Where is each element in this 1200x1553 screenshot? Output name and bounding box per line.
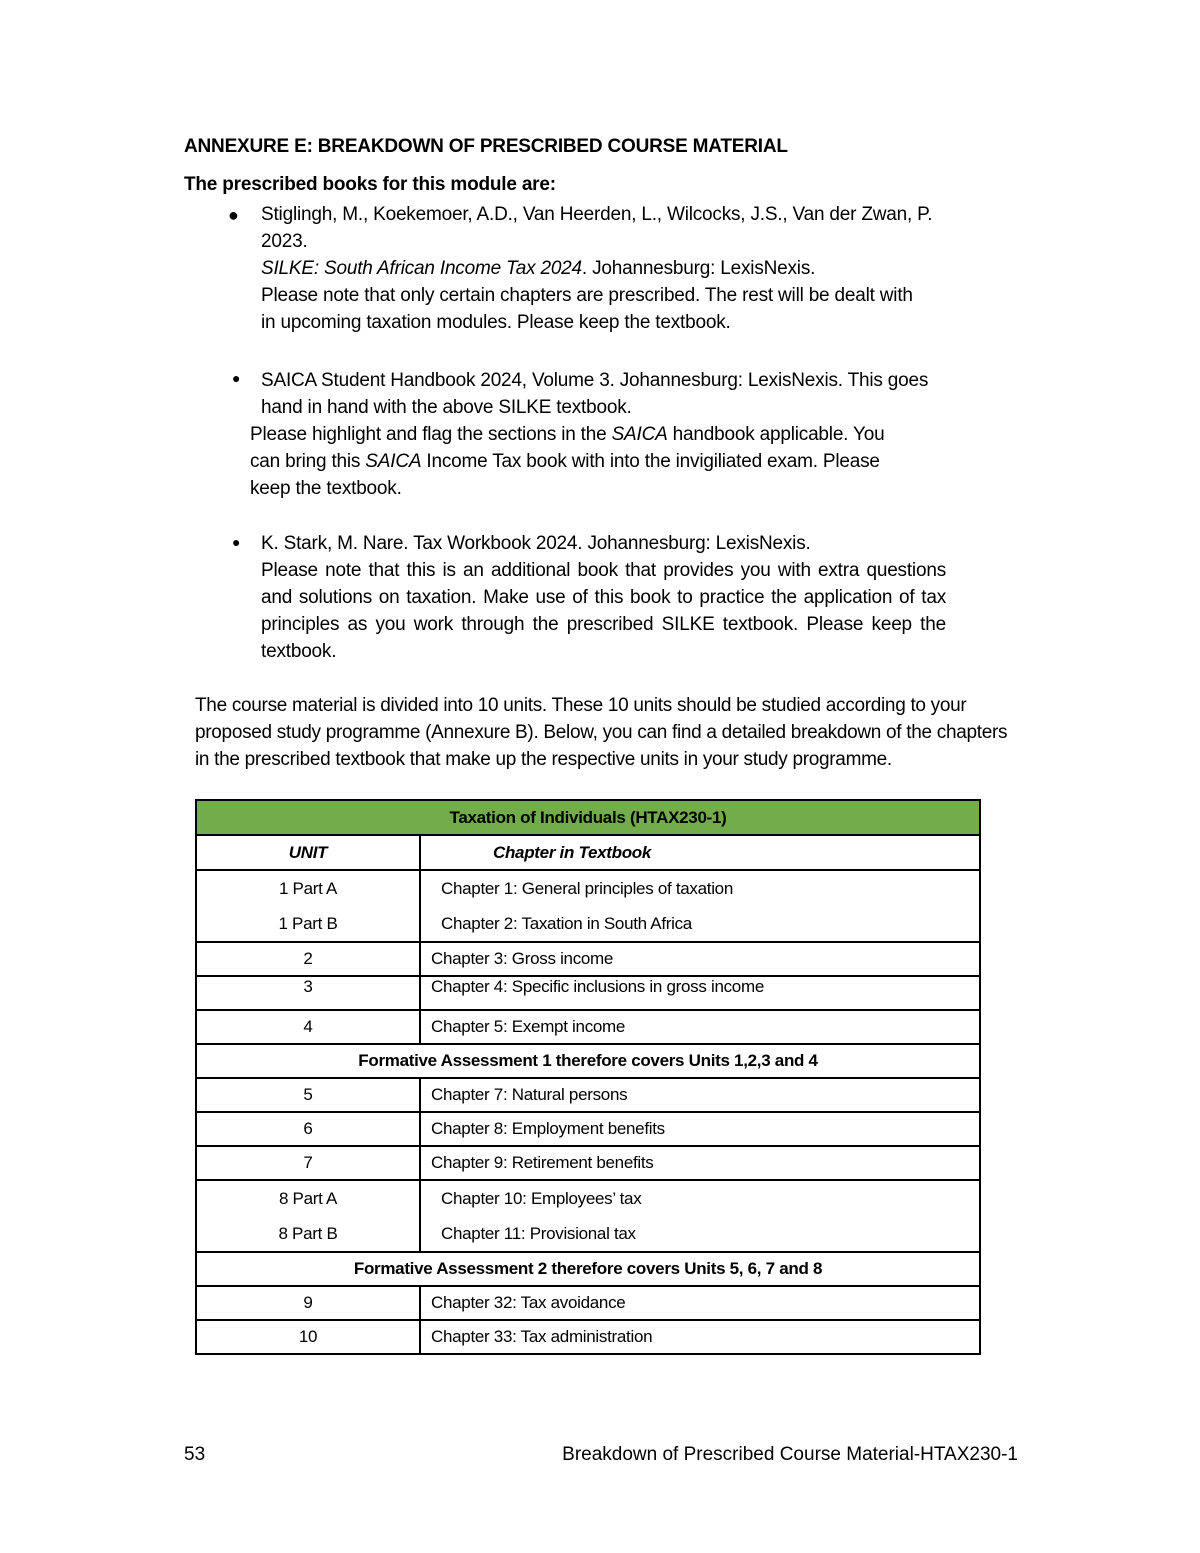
unit-cell: 8 Part A 8 Part B xyxy=(196,1180,420,1252)
book-note-line: Please highlight and flag the sections in the SAICA handbook applicable. You xyxy=(250,424,885,445)
table-title-row xyxy=(196,800,980,835)
unit-cell: 5 xyxy=(196,1078,420,1112)
book-citation: Stiglingh, M., Koekemoer, A.D., Van Heerden, L., Wilcocks, J.S., Van der Zwan, P. xyxy=(261,204,933,225)
chapter-cell: Chapter 32: Tax avoidance xyxy=(420,1286,980,1320)
unit-cell: 9 xyxy=(196,1286,420,1320)
chapter-cell: Chapter 4: Specific inclusions in gross income xyxy=(420,976,980,1010)
table-row xyxy=(196,1078,980,1112)
prescribed-books-heading: The prescribed books for this module are: xyxy=(184,174,556,195)
unit-cell: 4 xyxy=(196,1010,420,1044)
book-note: in upcoming taxation modules. Please keep the textbook. xyxy=(261,312,731,333)
table-row xyxy=(196,1286,980,1320)
summary-row xyxy=(196,1252,980,1286)
unit-cell: 1 Part A 1 Part B xyxy=(196,870,420,942)
book-title: SILKE: South African Income Tax 2024 xyxy=(261,258,582,279)
summary-row xyxy=(196,1044,980,1078)
table-row xyxy=(196,870,980,942)
book-entry-silke xyxy=(261,201,991,336)
chapter-cell: Chapter 33: Tax administration xyxy=(420,1320,980,1354)
table-row xyxy=(196,1180,980,1252)
intro-paragraph: The course material is divided into 10 units. These 10 units should be studied according to your proposed study programme (Annexure B). Below, you can find a detailed breakdown of the chapters in the prescribed textbook that make up the respective units in your study programme. xyxy=(195,695,1008,770)
book-note-line: can bring this SAICA Income Tax book with into the invigiliated exam. Please xyxy=(250,451,880,472)
unit-cell: 6 xyxy=(196,1112,420,1146)
table-row xyxy=(196,1146,980,1180)
bullet-icon: ● xyxy=(232,370,241,386)
assessment-summary: Formative Assessment 1 therefore covers Units 1,2,3 and 4 xyxy=(196,1044,980,1078)
table-header-row xyxy=(196,835,980,870)
book-entry-workbook xyxy=(261,530,946,665)
book-note-line: keep the textbook. xyxy=(250,478,402,499)
chapter-cell: Chapter 5: Exempt income xyxy=(420,1010,980,1044)
book-title-line xyxy=(261,255,991,282)
unit-cell: 3 xyxy=(196,976,420,1010)
table-row xyxy=(196,1112,980,1146)
chapter-cell: Chapter 1: General principles of taxation Chapter 2: Taxation in South Africa xyxy=(420,870,980,942)
table-row xyxy=(196,1010,980,1044)
table-row xyxy=(196,1320,980,1354)
book-publisher: . Johannesburg: LexisNexis. xyxy=(581,258,816,279)
page-number: 53 xyxy=(184,1444,206,1465)
chapter-cell: Chapter 8: Employment benefits xyxy=(420,1112,980,1146)
table-title: Taxation of Individuals (HTAX230-1) xyxy=(196,800,980,835)
unit-cell: 2 xyxy=(196,942,420,976)
bullet-icon: ● xyxy=(232,534,241,550)
book-note: Please note that only certain chapters are prescribed. The rest will be dealt with xyxy=(261,285,913,306)
book-citation: K. Stark, M. Nare. Tax Workbook 2024. Johannesburg: LexisNexis. xyxy=(261,533,811,554)
chapter-cell: Chapter 10: Employees’ tax Chapter 11: Provisional tax xyxy=(420,1180,980,1252)
book-citation: hand in hand with the above SILKE textbook. xyxy=(261,397,632,418)
page-heading: ANNEXURE E: BREAKDOWN OF PRESCRIBED COURSE MATERIAL xyxy=(184,136,788,157)
bullet-icon: ● xyxy=(228,205,239,225)
chapter-cell: Chapter 3: Gross income xyxy=(420,942,980,976)
column-header-chapter: Chapter in Textbook xyxy=(420,835,980,870)
unit-cell: 7 xyxy=(196,1146,420,1180)
book-entry-saica xyxy=(261,367,991,421)
table-row xyxy=(196,976,980,1010)
unit-cell: 10 xyxy=(196,1320,420,1354)
assessment-summary: Formative Assessment 2 therefore covers Units 5, 6, 7 and 8 xyxy=(196,1252,980,1286)
footer-title: Breakdown of Prescribed Course Material-HTAX230-1 xyxy=(562,1444,1018,1465)
table-row xyxy=(196,942,980,976)
book-note: Please note that this is an additional book that provides you with extra questions and solutions on taxation. Make use of this book to practice the application of tax principles as you work through the prescribed SILKE textbook. Please keep the textbook. xyxy=(261,560,946,662)
chapter-cell: Chapter 9: Retirement benefits xyxy=(420,1146,980,1180)
book-note-saica xyxy=(250,421,990,502)
column-header-unit: UNIT xyxy=(196,835,420,870)
book-year: 2023. xyxy=(261,231,308,252)
chapter-cell: Chapter 7: Natural persons xyxy=(420,1078,980,1112)
book-citation: SAICA Student Handbook 2024, Volume 3. Johannesburg: LexisNexis. This goes xyxy=(261,370,929,391)
breakdown-table xyxy=(195,799,981,1355)
